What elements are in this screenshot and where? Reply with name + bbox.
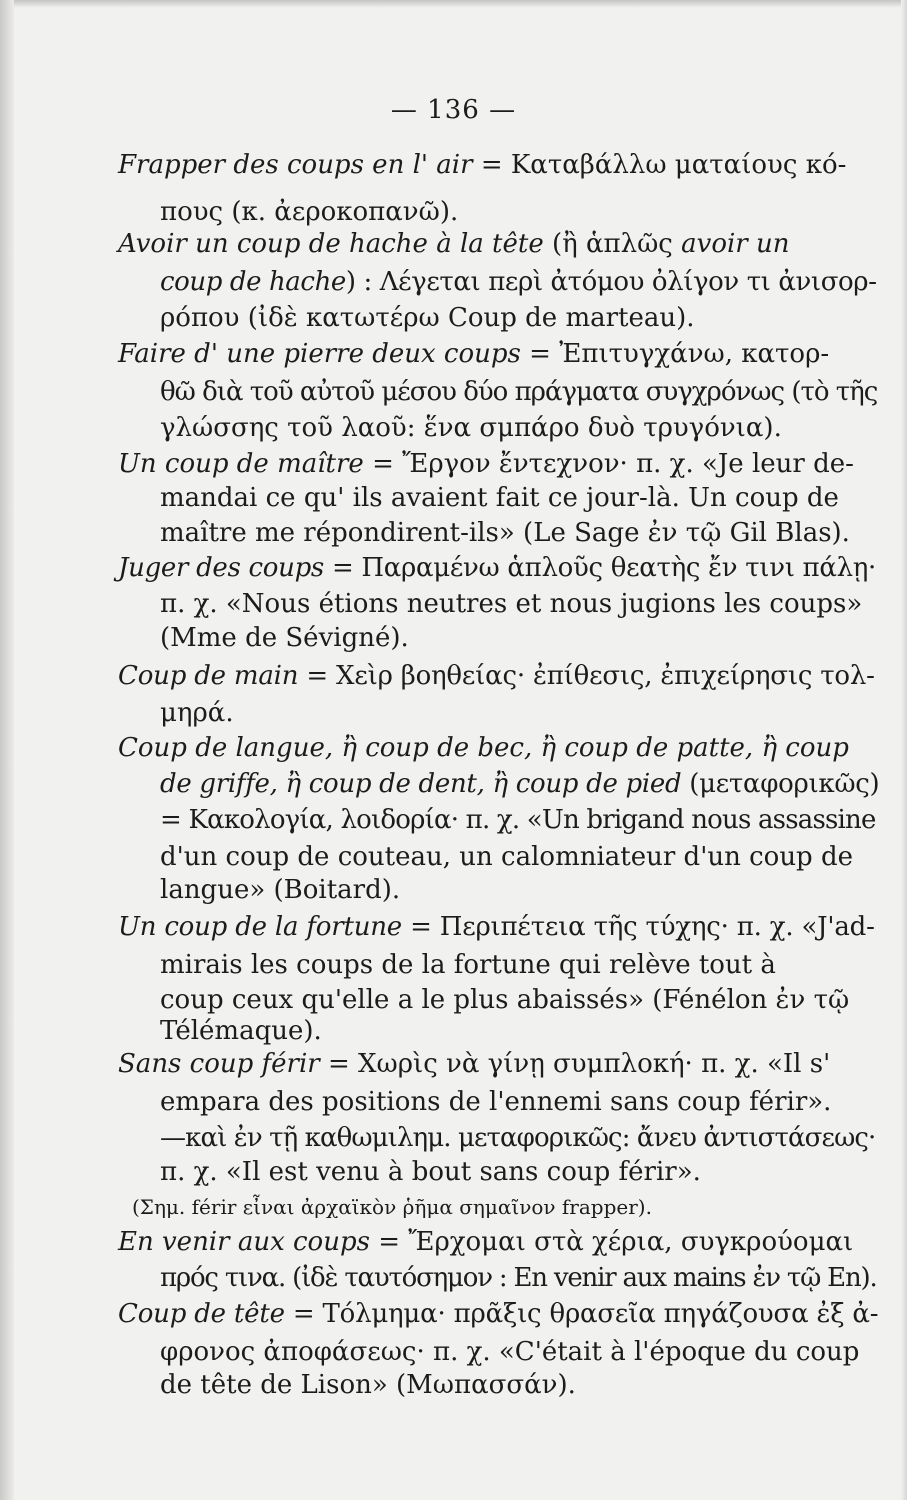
entry-line: coup ceux qu'elle a le plus abaissés» (Fénélon ἐν τῷ [160,985,850,1015]
entry-line [160,769,879,799]
entry-term: Coup de main [118,661,299,691]
entry-line [160,267,877,297]
entry-term: Sans coup férir [118,1049,320,1079]
entry-line: de tête de Lison» (Μωπασσάν). [160,1370,576,1400]
entry-line: πους (κ. ἀεροκοπανῶ). [160,197,459,227]
entry-line: γλώσσης τοῦ λαοῦ: ἕνα σμπάρο δυὸ τρυγόνια). [160,413,782,443]
page-right-edge [901,0,907,1500]
entry-line: θῶ διὰ τοῦ αὐτοῦ μέσου δύο πράγματα συγχρόνως (τὸ τῆς [160,377,878,407]
entry-line: ρόπου (ἰδὲ κατωτέρω Coup de marteau). [160,303,695,333]
entry-line [118,1049,830,1079]
entry-line [118,339,829,369]
entry-line [118,553,876,583]
entry-definition: ) : Λέγεται περὶ ἀτόμου ὀλίγον τι ἀνισορ- [345,267,877,297]
entry-term: Coup de langue, ἢ coup de bec, ἢ coup de patte, ἢ coup [118,733,849,763]
entry-line: mandai ce qu' ils avaient fait ce jour-là. Un coup de [160,483,839,513]
entry-term: Coup de tête [118,1299,285,1329]
entry-line: (Mme de Sévigné). [160,623,409,653]
entry-line [118,733,849,763]
entry-definition: = Χωρὶς νὰ γίνῃ συμπλοκή· π. χ. «Il s' [319,1049,831,1079]
entry-definition: (μεταφορικῶς) [681,769,880,799]
entry-term: En venir aux coups [118,1227,370,1257]
entry-definition: = Περιπέτεια τῆς τύχης· π. χ. «J'ad- [402,912,875,942]
entry-line [118,661,875,691]
entry-line [118,1227,853,1257]
entry-note: (Σημ. férir εἶναι ἀρχαϊκὸν ῥῆμα σημαῖνον frapper). [132,1195,652,1219]
entry-line [118,912,875,942]
entry-line: empara des positions de l'ennemi sans coup férir». [160,1087,832,1117]
entry-line: φρονος ἀποφάσεως· π. χ. «C'était à l'époque du coup [160,1337,860,1367]
entry-line [118,229,789,259]
entry-term: Un coup de maître [118,449,364,479]
entry-definition: = Ἔργον ἔντεχνον· π. χ. «Je leur de- [363,449,854,479]
entry-line [118,1299,878,1329]
entry-line: maître me répondirent-ils» (Le Sage ἐν τῷ Gil Blas). [160,518,850,548]
entry-line: langue» (Boitard). [160,875,401,905]
entry-line: π. χ. «Il est venu à bout sans coup férir». [160,1157,701,1187]
entry-line: = Κακολογία, λοιδορία· π. χ. «Un brigand nous assassine [160,805,876,835]
entry-line: d'un coup de couteau, un calomniateur d'un coup de [160,842,853,872]
entry-term: Frapper des coups en l' air [118,150,473,180]
entry-term: Avoir un coup de hache à la tête [118,229,544,259]
page-left-edge [0,0,14,1500]
entry-line: —καὶ ἐν τῇ καθωμιλημ. μεταφορικῶς: ἄνευ ἀντιστάσεως· [160,1123,876,1153]
entry-term: Un coup de la fortune [118,912,402,942]
entry-line [118,150,846,180]
entry-line: π. χ. «Nous étions neutres et nous jugions les coups» [160,589,863,619]
entry-line: mirais les coups de la fortune qui relève tout à [160,950,776,980]
entry-definition: = Ἐπιτυγχάνω, κατορ- [520,339,830,369]
entry-definition: (ἢ ἁπλῶς [543,229,682,259]
entry-line [118,449,854,479]
entry-definition: = Καταβάλλω ματαίους κό- [472,150,847,180]
page-top-edge [0,0,907,8]
entry-definition: = Παραμένω ἁπλοῦς θεατὴς ἔν τινι πάλῃ· [323,553,877,583]
entry-term: avoir un [681,229,790,259]
entry-definition: = Τόλμημα· πρᾶξις θρασεῖα πηγάζουσα ἐξ ἀ- [284,1299,879,1329]
entry-term: Juger des coups [118,553,324,583]
entry-term: coup de hache [160,267,346,297]
entry-term: de griffe, ἢ coup de dent, ἢ coup de pied [160,769,682,799]
page-number: — 136 — [390,95,517,125]
entry-line: μηρά. [160,698,234,728]
entry-definition: = Χεὶρ βοηθείας· ἐπίθεσις, ἐπιχείρησις τολ- [298,661,875,691]
entry-term: Faire d' une pierre deux coups [118,339,521,369]
entry-definition: = Ἔρχομαι στὰ χέρια, συγκρούομαι [369,1227,854,1257]
entry-line: πρός τινα. (ἰδὲ ταυτόσημον : En venir aux mains ἐν τῷ En). [160,1263,877,1293]
entry-line: Télémaque). [160,1016,322,1046]
